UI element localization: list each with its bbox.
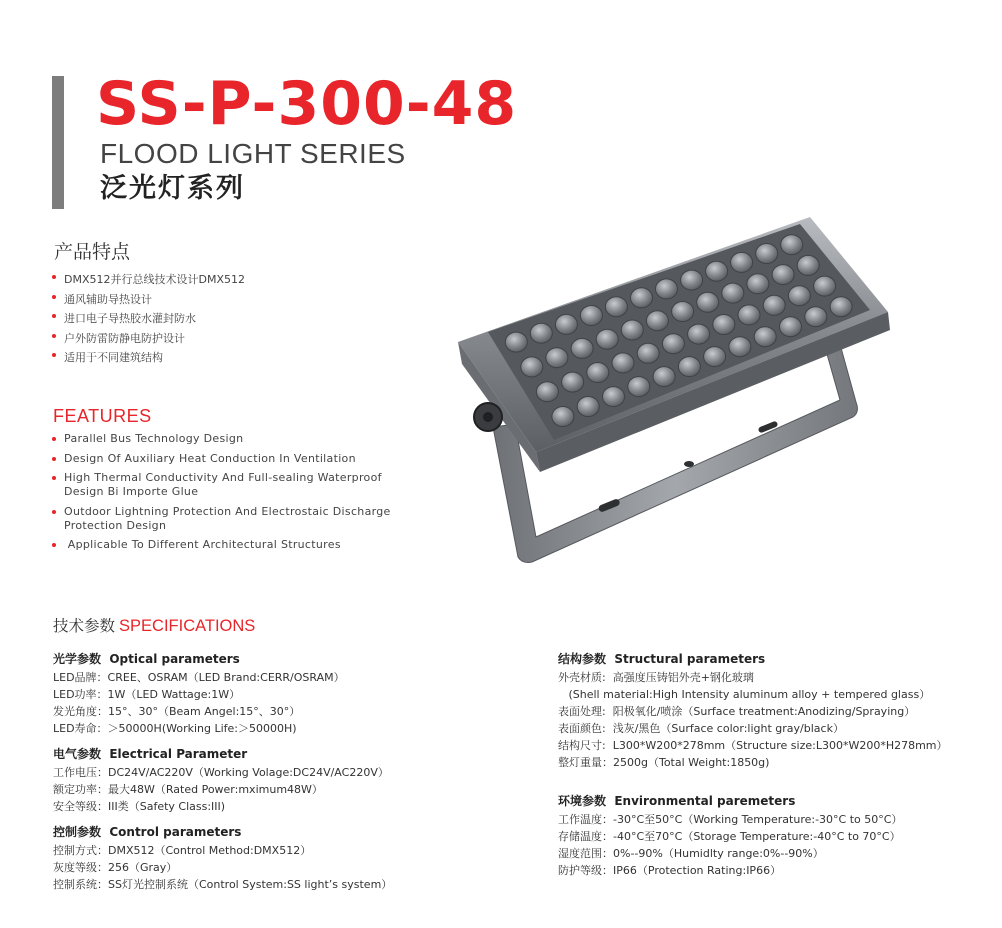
- led-lens: [637, 343, 659, 363]
- spec-line: 工作温度：-30°C至50°C（Working Temperature:-30°C to 50°C）: [558, 813, 903, 826]
- series-title-en: FLOOD LIGHT SERIES: [100, 138, 406, 169]
- spec-line: 灰度等级：256（Gray）: [53, 861, 178, 874]
- led-lens: [571, 338, 593, 358]
- spec-line: 表面处理: 阳极氧化/喷涂（Surface treatment:Anodizing/Spraying）: [558, 705, 916, 718]
- spec-line: 整灯重量：2500g（Total Weight:1850g): [558, 756, 770, 769]
- bullet-icon: [52, 314, 56, 318]
- electrical-title: 电气参数 Electrical Parameter: [53, 747, 248, 761]
- led-lens: [697, 292, 719, 312]
- series-title-cn: 泛光灯系列: [100, 173, 245, 204]
- list-item: DMX512并行总线技术设计DMX512: [52, 270, 245, 290]
- led-lens: [747, 274, 769, 294]
- led-lens: [797, 255, 819, 275]
- led-lens: [780, 317, 802, 337]
- spec-line: 外壳材质: 高强度压铸铝外壳+钢化玻璃: [558, 671, 754, 684]
- bullet-icon: [52, 457, 56, 461]
- list-item: 通风辅助导热设计: [52, 290, 245, 310]
- led-lens: [577, 397, 599, 417]
- environmental-title: 环境参数 Environmental paremeters: [558, 794, 796, 808]
- led-lens: [729, 337, 751, 357]
- led-lens: [830, 297, 852, 317]
- led-lens: [552, 407, 574, 427]
- led-lens: [612, 353, 634, 373]
- features-en-list: [52, 432, 392, 558]
- bullet-icon: [52, 334, 56, 338]
- list-item: Design Of Auxiliary Heat Conduction In Ventilation: [52, 452, 392, 466]
- led-lens: [596, 329, 618, 349]
- spec-line: 表面颜色: 浅灰/黑色（Surface color:light gray/black）: [558, 722, 844, 735]
- led-lens: [754, 327, 776, 347]
- led-lens: [688, 324, 710, 344]
- list-item: 适用于不同建筑结构: [52, 348, 245, 368]
- spec-line: 湿度范围：0%--90%（Humidlty range:0%--90%）: [558, 847, 824, 860]
- led-lens: [763, 295, 785, 315]
- bullet-icon: [52, 437, 56, 441]
- led-lens: [587, 363, 609, 383]
- led-lens: [605, 297, 627, 317]
- led-lens: [646, 311, 668, 331]
- led-lens: [678, 357, 700, 377]
- led-lens: [704, 347, 726, 367]
- specs-left-column: [53, 650, 392, 893]
- led-lens: [713, 315, 735, 335]
- led-lens: [662, 334, 684, 354]
- spec-line: 控制系统：SS灯光控制系统（Control System:SS light’s system）: [53, 878, 393, 891]
- spec-line: 发光角度：15°、30°（Beam Angel:15°、30°）: [53, 705, 301, 718]
- led-lens: [536, 382, 558, 402]
- led-lens: [631, 288, 653, 308]
- led-lens: [628, 377, 650, 397]
- features-cn-list: [52, 270, 245, 368]
- spec-line: 安全等级：III类（Safety Class:III): [53, 800, 226, 813]
- led-lens: [580, 306, 602, 326]
- title-accent-bar: [52, 76, 64, 209]
- list-item: Parallel Bus Technology Design: [52, 432, 392, 446]
- led-lens: [772, 265, 794, 285]
- bullet-icon: [52, 510, 56, 514]
- led-lens: [805, 307, 827, 327]
- led-lens: [731, 252, 753, 272]
- list-item: 进口电子导热胶水灌封防水: [52, 309, 245, 329]
- led-lens: [656, 279, 678, 299]
- spec-line: 额定功率：最大48W（Rated Power:mximum48W）: [53, 783, 323, 796]
- optical-title: 光学参数 Optical parameters: [53, 652, 240, 666]
- flood-light-product-image: [458, 212, 898, 572]
- spec-line: LED品牌：CREE、OSRAM（LED Brand:CERR/OSRAM）: [53, 671, 345, 684]
- spec-line: LED寿命：＞50000H(Working Life:＞50000H): [53, 722, 297, 735]
- bullet-icon: [52, 476, 56, 480]
- spec-line: 工作电压：DC24V/AC220V（Working Volage:DC24V/AC220V）: [53, 766, 389, 779]
- led-lens: [681, 270, 703, 290]
- spec-line: 防护等级：IP66（Protection Rating:IP66）: [558, 864, 782, 877]
- spec-line: (Shell material:High Intensity aluminum alloy + tempered glass）: [558, 688, 931, 701]
- spec-line: LED功率：1W（LED Wattage:1W）: [53, 688, 241, 701]
- led-lens: [756, 244, 778, 264]
- led-lens: [722, 283, 744, 303]
- led-lens: [555, 314, 577, 334]
- control-title: 控制参数 Control parameters: [53, 825, 242, 839]
- led-lens: [706, 261, 728, 281]
- bullet-icon: [52, 275, 56, 279]
- bullet-icon: [52, 353, 56, 357]
- structural-title: 结构参数 Structural parameters: [558, 652, 766, 666]
- list-item: High Thermal Conductivity And Full-sealing Waterproof Design Bi Importe Glue: [52, 471, 392, 499]
- led-lens: [530, 323, 552, 343]
- led-lens: [814, 276, 836, 296]
- model-number: SS-P-300-48: [96, 69, 518, 139]
- led-lens: [505, 332, 527, 352]
- bullet-icon: [52, 295, 56, 299]
- led-lens: [781, 235, 803, 255]
- led-lens: [521, 357, 543, 377]
- led-lens: [603, 387, 625, 407]
- led-lens: [672, 302, 694, 322]
- specifications-heading: 技术参数 SPECIFICATIONS: [53, 617, 256, 635]
- led-lens: [562, 372, 584, 392]
- specs-right-column: [558, 650, 948, 879]
- list-item: Outdoor Lightning Protection And Electrostaic Discharge Protection Design: [52, 505, 392, 533]
- led-lens: [738, 305, 760, 325]
- features-cn-title: 产品特点: [54, 241, 131, 263]
- led-lens: [546, 348, 568, 368]
- spec-line: 控制方式：DMX512（Control Method:DMX512）: [53, 844, 312, 857]
- led-lens: [653, 367, 675, 387]
- list-item: Applicable To Different Architectural Structures: [52, 538, 392, 552]
- bullet-icon: [52, 543, 56, 547]
- list-item: 户外防雷防静电防护设计: [52, 329, 245, 349]
- led-lens: [788, 286, 810, 306]
- spec-line: 存储温度：-40°C至70°C（Storage Temperature:-40°C to 70°C）: [558, 830, 901, 843]
- spec-line: 结构尺寸: L300*W200*278mm（Structure size:L300*W200*H278mm）: [558, 739, 948, 752]
- led-lens: [621, 320, 643, 340]
- features-en-title: FEATURES: [53, 406, 152, 426]
